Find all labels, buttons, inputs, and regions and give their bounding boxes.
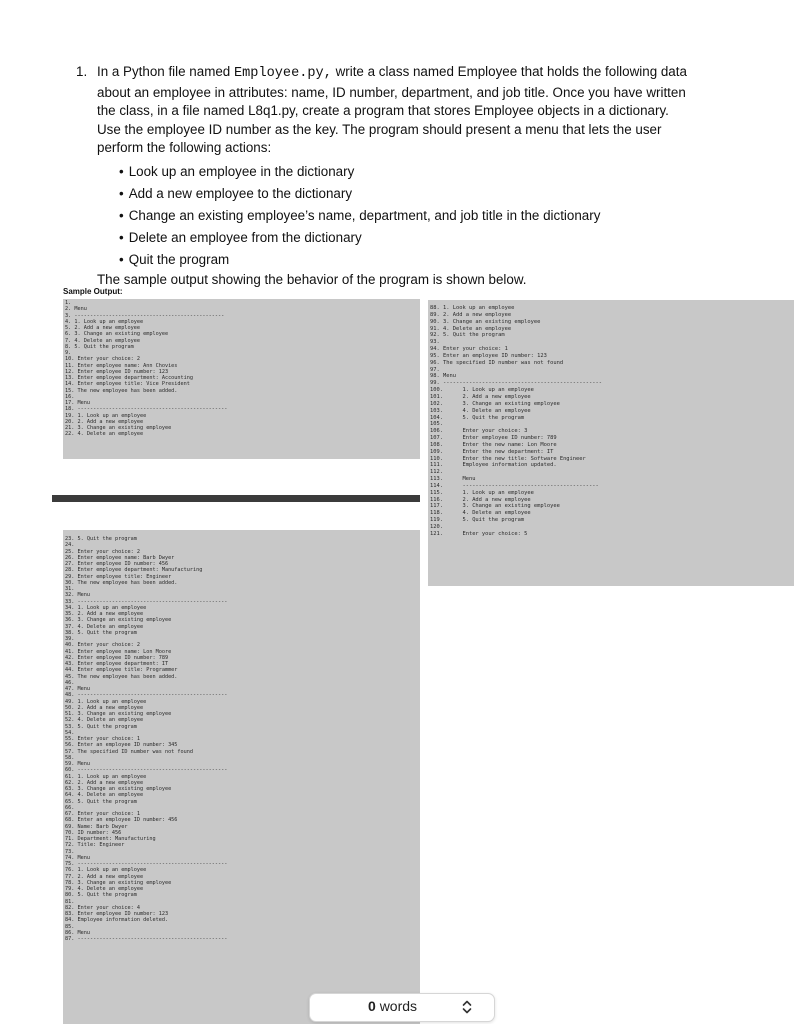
- word-count-unit: words: [379, 998, 418, 1014]
- question-number: 1.: [76, 64, 88, 79]
- sample-intro-text: The sample output showing the behavior of the program is shown below.: [97, 271, 527, 287]
- question-block: [76, 63, 696, 289]
- requirement-item: • Quit the program: [119, 251, 696, 270]
- requirement-item: • Add a new employee to the dictionary: [119, 185, 696, 204]
- question-intro-2: write a class named Employee that holds the following data about an employee in attributes: name, ID number, department, and job title. Once you have written the class, in a file named L8q1.py, create a program that stores Employee objects in a dictionary. Use the employee ID number as the key. The program should present a menu that lets the user perform the following actions:: [97, 64, 687, 156]
- requirement-item: • Delete an employee from the dictionary: [119, 229, 696, 248]
- word-count-value: 0: [368, 998, 376, 1014]
- question-text: [97, 63, 696, 289]
- word-count-label: [368, 998, 417, 1014]
- sample-output-panel-left-top: [63, 299, 420, 459]
- question-intro-1: In a Python file named: [97, 64, 234, 79]
- chevron-up-down-icon[interactable]: [462, 1000, 472, 1014]
- requirement-item: • Look up an employee in the dictionary: [119, 163, 696, 182]
- sample-output-panel-right: [428, 300, 794, 586]
- console-output: 1. 2. Menu 3. ------------------------------------------------ 4. 1. Look up an employee 5. 2. Add a new employee 6. 3. Change an existing employee 7. 4. Delete an employee 8. 5. Quit the program 9. 10. Enter your choice: 2 11. Enter employee name: Ann Chovies 12. Enter employee ID number: 123 13. Enter employee department: Accounting 14. Enter employee title: Vice President 15. The new employee has been added. 16. 17. Menu 18. ------------------------------------------------ 19. 1. Look up an employee 20. 2. Add a new employee 21. 3. Change an existing employee 22. 4. Delete an employee: [65, 300, 228, 438]
- requirement-item: • Change an existing employee’s name, department, and job title in the dictionary: [119, 207, 696, 226]
- word-count-widget[interactable]: [309, 993, 495, 1022]
- divider-bar: [52, 495, 420, 502]
- sample-output-panel-left-bottom: [63, 530, 420, 1024]
- sample-output-label: Sample Output:: [63, 287, 123, 296]
- console-output: 88. 1. Look up an employee 89. 2. Add a new employee 90. 3. Change an existing employee 91. 4. Delete an employee 92. 5. Quit the program 93. 94. Enter your choice: 1 95. Enter an employee ID number: 123 96. The specified ID number was not found 97. 98. Menu 99. ------------------------------------------------- 100. 1. Look up an employee 101. 2. Add a new employee 102. 3. Change an existing employee 103. 4. Delete an employee 104. 5. Quit the program 105. 106. Enter your choice: 3 107. Enter employee ID number: 789 108. Enter the new name: Lon Moore 109. Enter the new department: IT 110. Enter the new title: Software Engineer 111. Employee information updated. 112. 113. Menu 114. ------------------------------------------ 115. 1. Look up an employee 116. 2. Add a new employee 117. 3. Change an existing employee 118. 4. Delete an employee 119. 5. Quit the program 120. 121. Enter your choice: 5: [430, 305, 603, 537]
- requirements-list: [119, 163, 696, 270]
- console-output: 23. 5. Quit the program 24. 25. Enter your choice: 2 26. Enter employee name: Barb Dwyer 27. Enter employee ID number: 456 28. Enter employee department: Manufacturing 29. Enter employee title: Engineer 30. The new employee has been added. 31. 32. Menu 33. ------------------------------------------------ 34. 1. Look up an employee 35. 2. Add a new employee 36. 3. Change an existing employee 37. 4. Delete an employee 38. 5. Quit the program 39. 40. Enter your choice: 2 41. Enter employee name: Lon Moore 42. Enter employee ID number: 789 43. Enter employee department: IT 44. Enter employee title: Programmer 45. The new employee has been added. 46. 47. Menu 48. ------------------------------------------------ 49. 1. Look up an employee 50. 2. Add a new employee 51. 3. Change an existing employee 52. 4. Delete an employee 53. 5. Quit the program 54. 55. Enter your choice: 1 56. Enter an employee ID number: 345 57. The specified ID number was not found 58. 59. Menu 60. ------------------------------------------------ 61. 1. Look up an employee 62. 2. Add a new employee 63. 3. Change an existing employee 64. 4. Delete an employee 65. 5. Quit the program 66. 67. Enter your choice: 1 68. Enter an employee ID number: 456 69. Name: Barb Dwyer 70. ID number: 456 71. Department: Manufacturing 72. Title: Engineer 73. 74. Menu 75. ------------------------------------------------ 76. 1. Look up an employee 77. 2. Add a new employee 78. 3. Change an existing employee 79. 4. Delete an employee 80. 5. Quit the program 81. 82. Enter your choice: 4 83. Enter employee ID number: 123 84. Employee information deleted. 85. 86. Menu 87. ------------------------------------------------: [65, 536, 228, 942]
- question-filename: Employee.py,: [233, 66, 332, 81]
